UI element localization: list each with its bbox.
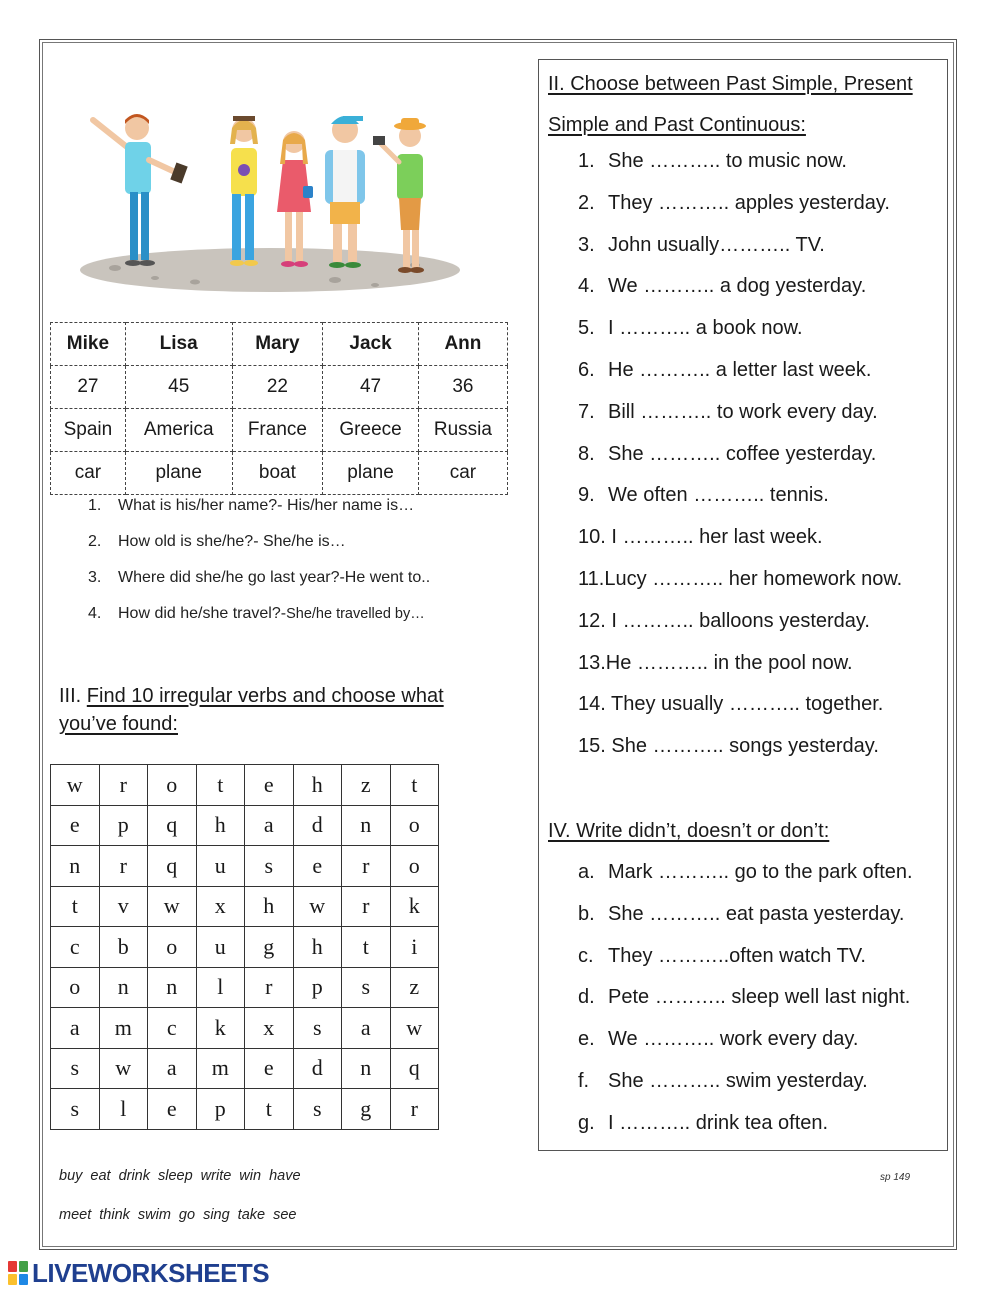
logo-block	[8, 1261, 17, 1272]
exercise-item	[578, 940, 913, 982]
exercise-item	[578, 312, 902, 354]
question-item	[88, 602, 430, 638]
exercise-text: They ……….. apples yesterday.	[608, 191, 890, 214]
exercise-item	[578, 981, 913, 1023]
word-grid-cell[interactable]: p	[99, 805, 148, 846]
word-grid-cell[interactable]: r	[342, 846, 391, 887]
word-grid-cell[interactable]: o	[390, 805, 439, 846]
word-grid-cell[interactable]: s	[342, 967, 391, 1008]
exercise-text: She ……….. coffee yesterday.	[608, 442, 877, 465]
people-table-cell: Mike	[51, 323, 126, 366]
exercise-marker: 4.	[578, 275, 595, 298]
people-table-cell: Ann	[418, 323, 507, 366]
word-grid-cell[interactable]: n	[99, 967, 148, 1008]
word-grid-cell[interactable]: r	[245, 967, 294, 1008]
word-grid-cell[interactable]: o	[51, 967, 100, 1008]
section-2-title-line2: Simple and Past Continuous:	[548, 114, 806, 136]
word-grid-cell[interactable]: h	[293, 765, 342, 806]
word-grid-cell[interactable]: r	[99, 765, 148, 806]
word-grid-row	[51, 1008, 439, 1049]
word-grid-cell[interactable]: c	[148, 1008, 197, 1049]
word-grid-cell[interactable]: h	[293, 927, 342, 968]
exercise-text: 15. She ……….. songs yesterday.	[578, 735, 879, 758]
section-2-title-line1: II. Choose between Past Simple, Present	[548, 73, 913, 95]
word-grid-cell[interactable]: w	[293, 886, 342, 927]
exercise-text: 12. I ……….. balloons yesterday.	[578, 609, 870, 632]
people-table-cell: Russia	[418, 409, 507, 452]
section-3-heading	[59, 682, 479, 738]
word-grid-cell[interactable]: a	[342, 1008, 391, 1049]
exercise-text: I ……….. drink tea often.	[608, 1111, 829, 1134]
word-grid-cell[interactable]: u	[196, 846, 245, 887]
word-bank-word: win	[239, 1168, 262, 1184]
word-grid-cell[interactable]: p	[196, 1089, 245, 1130]
logo-block	[19, 1261, 28, 1272]
word-grid-cell[interactable]: z	[342, 765, 391, 806]
word-bank-word: take	[237, 1207, 266, 1223]
exercise-item	[578, 1023, 913, 1065]
exercise-marker: 5.	[578, 317, 595, 340]
word-grid-cell[interactable]: r	[342, 886, 391, 927]
question-number: 4.	[88, 605, 102, 622]
word-bank-word: see	[273, 1207, 297, 1223]
people-table-cell: plane	[323, 452, 419, 495]
exercise-marker: 6.	[578, 358, 595, 381]
exercise-text: He ……….. a letter last week.	[608, 358, 872, 381]
people-table-cell: 45	[125, 366, 232, 409]
word-grid-cell[interactable]: a	[148, 1048, 197, 1089]
section-2-list	[578, 145, 902, 772]
people-table-row	[51, 452, 508, 495]
word-grid-cell[interactable]: o	[390, 846, 439, 887]
exercise-text: I ……….. a book now.	[608, 317, 803, 340]
word-search-grid	[50, 764, 439, 1130]
question-text: How old is she/he?- She/he is…	[118, 533, 346, 550]
word-grid-cell[interactable]: d	[293, 1048, 342, 1089]
exercise-item	[578, 898, 913, 940]
word-grid-row	[51, 1089, 439, 1130]
question-item	[88, 566, 430, 602]
exercise-item	[578, 438, 902, 480]
word-bank-word: go	[178, 1207, 196, 1223]
word-grid-cell[interactable]: r	[99, 846, 148, 887]
section-4-title: IV. Write didn’t, doesn’t or don’t:	[548, 820, 830, 842]
word-grid-cell[interactable]: e	[148, 1089, 197, 1130]
people-table-cell: America	[125, 409, 232, 452]
word-grid-cell[interactable]: s	[293, 1089, 342, 1130]
exercise-text: 10. I ……….. her last week.	[578, 526, 823, 549]
word-grid-cell[interactable]: t	[245, 1089, 294, 1130]
exercise-text: She ……….. to music now.	[608, 150, 847, 172]
exercise-item	[578, 145, 902, 187]
people-table-cell: 22	[232, 366, 323, 409]
word-grid-cell[interactable]: n	[148, 967, 197, 1008]
word-grid-cell[interactable]: g	[342, 1089, 391, 1130]
word-grid-row	[51, 846, 439, 887]
word-grid-cell[interactable]: w	[99, 1048, 148, 1089]
word-grid-cell[interactable]: b	[99, 927, 148, 968]
logo-block	[8, 1274, 17, 1285]
question-number: 2.	[88, 533, 102, 550]
exercise-text: John usually……….. TV.	[608, 233, 825, 256]
section-3-prefix: III.	[59, 685, 87, 707]
exercise-marker: b.	[578, 902, 595, 925]
word-grid-cell[interactable]: q	[148, 805, 197, 846]
word-grid-cell[interactable]: k	[390, 886, 439, 927]
exercise-marker: d.	[578, 986, 595, 1009]
exercise-marker: a.	[578, 861, 595, 883]
word-bank-line-1	[59, 1168, 309, 1184]
section-3-title-line2: you’ve found:	[59, 713, 178, 735]
exercise-item	[578, 479, 902, 521]
exercise-item	[578, 521, 902, 563]
exercise-text: They ………..often watch TV.	[608, 944, 866, 967]
word-grid-cell[interactable]: w	[51, 765, 100, 806]
exercise-item	[578, 688, 902, 730]
exercise-item	[578, 647, 902, 689]
word-grid-cell[interactable]: w	[148, 886, 197, 927]
word-grid-cell[interactable]: c	[51, 927, 100, 968]
exercise-item	[578, 229, 902, 271]
people-table-row	[51, 409, 508, 452]
exercise-text: She ……….. swim yesterday.	[608, 1069, 868, 1092]
exercise-text: We often ……….. tennis.	[608, 484, 829, 507]
word-grid-cell[interactable]: o	[148, 765, 197, 806]
exercise-item	[578, 1107, 913, 1149]
word-bank-word: write	[200, 1168, 232, 1184]
question-text-answer: She/he travelled by…	[286, 606, 425, 622]
people-table-cell: 27	[51, 366, 126, 409]
exercise-marker: 8.	[578, 442, 595, 465]
people-table-cell: 36	[418, 366, 507, 409]
word-bank-word: sing	[203, 1207, 230, 1223]
people-table-row	[51, 323, 508, 366]
word-grid-cell[interactable]: t	[196, 765, 245, 806]
word-bank-word: swim	[137, 1207, 171, 1223]
word-grid-row	[51, 765, 439, 806]
word-grid-cell[interactable]: l	[196, 967, 245, 1008]
word-grid-cell[interactable]: s	[293, 1008, 342, 1049]
exercise-marker: 1.	[578, 150, 595, 172]
word-grid-cell[interactable]: n	[342, 805, 391, 846]
exercise-marker: 7.	[578, 400, 595, 423]
people-table-cell: Spain	[51, 409, 126, 452]
exercise-item	[578, 563, 902, 605]
people-table-cell: Jack	[323, 323, 419, 366]
word-grid-cell[interactable]: p	[293, 967, 342, 1008]
exercise-item	[578, 270, 902, 312]
word-grid-cell[interactable]: m	[99, 1008, 148, 1049]
word-grid-cell[interactable]: h	[196, 805, 245, 846]
word-grid-cell[interactable]: s	[245, 846, 294, 887]
word-grid-row	[51, 886, 439, 927]
people-table-cell: Mary	[232, 323, 323, 366]
word-grid-cell[interactable]: n	[342, 1048, 391, 1089]
tourists-illustration	[75, 100, 475, 300]
word-grid-cell[interactable]: g	[245, 927, 294, 968]
word-bank-word: buy	[59, 1168, 83, 1184]
section-4-heading	[548, 815, 829, 847]
word-grid-cell[interactable]: s	[51, 1089, 100, 1130]
word-grid-cell[interactable]: a	[245, 805, 294, 846]
people-table-row	[51, 366, 508, 409]
word-grid-cell[interactable]: l	[99, 1089, 148, 1130]
word-grid-row	[51, 927, 439, 968]
people-info-table	[50, 322, 508, 495]
word-grid-cell[interactable]: m	[196, 1048, 245, 1089]
word-grid-cell[interactable]: z	[390, 967, 439, 1008]
page-code: sp 149	[880, 1172, 911, 1183]
people-table-cell: Lisa	[125, 323, 232, 366]
exercise-text: Pete ……….. sleep well last night.	[608, 986, 911, 1009]
exercise-marker: f.	[578, 1069, 590, 1092]
logo-blocks-icon	[8, 1261, 28, 1285]
word-grid-cell[interactable]: n	[51, 846, 100, 887]
word-grid-cell[interactable]: q	[390, 1048, 439, 1089]
exercise-text: Mark ……….. go to the park often.	[608, 861, 913, 883]
people-table-cell: car	[51, 452, 126, 495]
exercise-marker: 2.	[578, 191, 595, 214]
exercise-marker: 9.	[578, 484, 595, 507]
people-table-cell: France	[232, 409, 323, 452]
word-grid-row	[51, 1048, 439, 1089]
word-grid-cell[interactable]: o	[148, 927, 197, 968]
exercise-item	[578, 1065, 913, 1107]
exercise-text: Bill ……….. to work every day.	[608, 400, 878, 423]
word-grid-cell[interactable]: k	[196, 1008, 245, 1049]
logo-text: LIVEWORKSHEETS	[32, 1257, 270, 1288]
exercise-text: 11.Lucy ……….. her homework now.	[578, 567, 903, 590]
exercise-marker: 3.	[578, 233, 595, 256]
word-grid-cell[interactable]: u	[196, 927, 245, 968]
people-table-cell: plane	[125, 452, 232, 495]
exercise-item	[578, 605, 902, 647]
word-bank-word: eat	[90, 1168, 111, 1184]
exercise-item	[578, 396, 902, 438]
exercise-item	[578, 730, 902, 772]
word-grid-cell[interactable]: d	[293, 805, 342, 846]
word-grid-cell[interactable]: s	[51, 1048, 100, 1089]
logo-block	[19, 1274, 28, 1285]
exercise-text: 13.He ……….. in the pool now.	[578, 651, 853, 674]
word-grid-cell[interactable]: h	[245, 886, 294, 927]
exercise-item	[578, 187, 902, 229]
question-number: 3.	[88, 569, 102, 586]
word-grid-cell[interactable]: a	[51, 1008, 100, 1049]
exercise-item	[578, 354, 902, 396]
question-text: Where did she/he go last year?-He went to..	[118, 569, 431, 586]
word-grid-row	[51, 967, 439, 1008]
exercise-text: She ……….. eat pasta yesterday.	[608, 902, 905, 925]
section-3-title-line1: Find 10 irregular verbs and choose what	[86, 685, 444, 707]
word-grid-cell[interactable]: e	[51, 805, 100, 846]
question-text: What is his/her name?- His/her name is…	[118, 497, 415, 514]
word-grid-cell[interactable]: r	[390, 1089, 439, 1130]
people-table-cell: boat	[232, 452, 323, 495]
word-grid-cell[interactable]: t	[51, 886, 100, 927]
exercise-marker: e.	[578, 1028, 595, 1051]
word-grid-cell[interactable]: e	[245, 1048, 294, 1089]
word-grid-cell[interactable]: x	[196, 886, 245, 927]
people-table-cell: car	[418, 452, 507, 495]
exercise-marker: g.	[578, 1111, 595, 1134]
section-4-list	[578, 856, 913, 1149]
word-grid-cell[interactable]: q	[148, 846, 197, 887]
word-grid-cell[interactable]: t	[342, 927, 391, 968]
word-bank-word: meet	[59, 1207, 92, 1223]
exercise-item	[578, 856, 913, 898]
section-2-heading	[548, 64, 938, 146]
exercise-text: 14. They usually ……….. together.	[578, 693, 884, 716]
exercise-marker: c.	[578, 944, 594, 967]
word-bank-word: think	[99, 1207, 130, 1223]
questions-list	[88, 494, 430, 638]
exercise-text: We ……….. a dog yesterday.	[608, 275, 867, 298]
word-grid-cell[interactable]: w	[390, 1008, 439, 1049]
question-text: How did he/she travel?-	[118, 605, 287, 622]
question-item	[88, 494, 430, 530]
exercise-text: We ……….. work every day.	[608, 1028, 859, 1051]
word-bank-line-2	[59, 1207, 304, 1223]
people-table-cell: Greece	[323, 409, 419, 452]
word-bank-word: have	[269, 1168, 301, 1184]
word-grid-cell[interactable]: i	[390, 927, 439, 968]
word-grid-cell[interactable]: x	[245, 1008, 294, 1049]
word-bank-word: sleep	[158, 1168, 193, 1184]
people-table-cell: 47	[323, 366, 419, 409]
question-number: 1.	[88, 497, 102, 514]
word-grid-cell[interactable]: e	[245, 765, 294, 806]
word-bank-word: drink	[118, 1168, 150, 1184]
liveworksheets-logo[interactable]	[8, 1258, 269, 1288]
word-grid-cell[interactable]: e	[293, 846, 342, 887]
word-grid-cell[interactable]: v	[99, 886, 148, 927]
question-item	[88, 530, 430, 566]
word-grid-cell[interactable]: t	[390, 765, 439, 806]
word-grid-row	[51, 805, 439, 846]
